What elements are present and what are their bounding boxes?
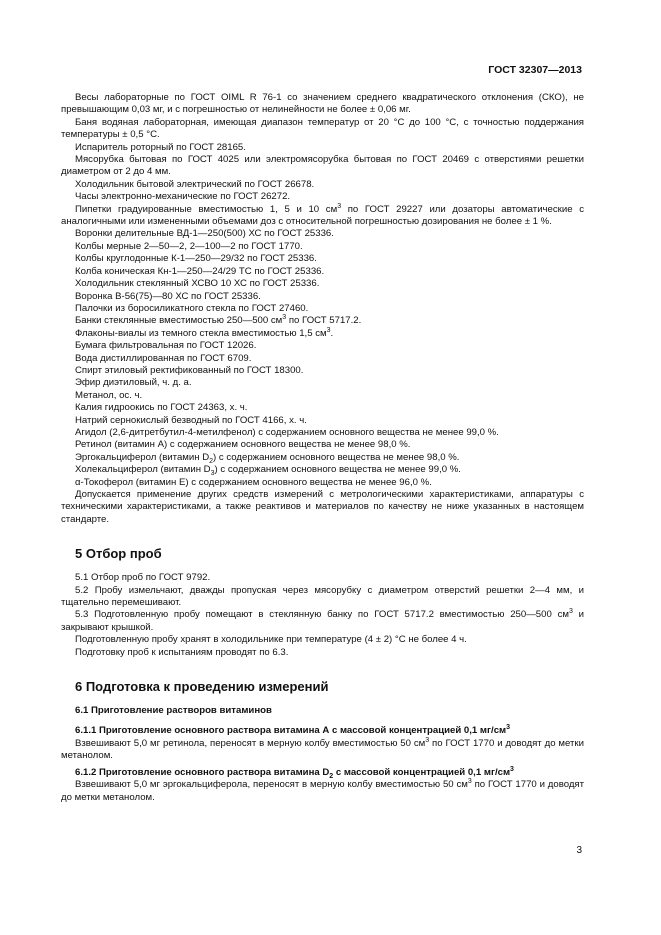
text: Метанол, ос. ч.	[75, 389, 143, 401]
text: с массовой концентрацией 0,1 мг/см	[333, 766, 511, 778]
text: 6.1.2 Приготовление основного раствора витамина D	[75, 766, 330, 778]
text: 6.1.1 Приготовление основного раствора витамина А с массовой концентрацией 0,1 мг/см	[75, 725, 507, 737]
section-6-1-title: 6.1 Приготовление растворов витаминов	[75, 705, 272, 717]
text: Ретинол (витамин А) с содержанием основного вещества не менее 98,0 %.	[75, 439, 411, 451]
equipment-item	[61, 315, 584, 327]
equipment-item	[61, 291, 584, 303]
text: ) с содержанием основного вещества не менее 98,0 %.	[213, 451, 460, 463]
equipment-item	[61, 464, 584, 476]
section-6-title: 6 Подготовка к проведению измерений	[75, 679, 329, 695]
text: 5.1 Отбор проб по ГОСТ 9792.	[75, 572, 211, 584]
text: Допускается применение других средств измерений с метрологическими характеристиками, аппаратуры с техническими характеристиками, а также реактивов и материалов по качеству не ниже указанных в настоящем стандарте.	[61, 489, 584, 525]
text: Холодильник бытовой электрический по ГОСТ 26678.	[75, 178, 315, 190]
page-number: 3	[576, 845, 582, 856]
text: Весы лабораторные по ГОСТ OIML R 76-1 со значением среднего квадратического отклонения (СКО), не превышающим 0,03 мг, и с погрешностью от нелинейности не более ± 0,06 мг.	[61, 92, 584, 116]
equipment-item	[61, 191, 584, 203]
text: Взвешивают 5,0 мг эргокальциферола, переносят в мерную колбу вместимостью 50 см	[75, 779, 468, 791]
text: Подготовку проб к испытаниям проводят по 6.3.	[75, 646, 289, 658]
equipment-item	[61, 415, 584, 427]
subscript: 2	[329, 772, 334, 780]
equipment-item	[61, 477, 584, 489]
superscript: 3	[506, 724, 511, 732]
equipment-item	[61, 142, 584, 154]
section-5-paragraph	[61, 647, 584, 659]
section-6-1-1-title	[61, 725, 584, 737]
equipment-item	[61, 390, 584, 402]
section-5-paragraph	[61, 572, 584, 584]
superscript: 3	[337, 202, 342, 210]
equipment-item	[61, 117, 584, 142]
superscript: 3	[568, 608, 573, 616]
text: ) с содержанием основного вещества не менее 99,0 %.	[214, 464, 461, 476]
text: Испаритель роторный по ГОСТ 28165.	[75, 141, 246, 153]
text: Бумага фильтровальная по ГОСТ 12026.	[75, 340, 257, 352]
section-5-title: 5 Отбор проб	[75, 546, 162, 562]
equipment-item	[61, 427, 584, 439]
text: Холодильник стеклянный ХСВО 10 ХС по ГОСТ 25336.	[75, 278, 320, 290]
equipment-item	[61, 253, 584, 265]
equipment-item	[61, 92, 584, 117]
text: 5.3 Подготовленную пробу помещают в стеклянную банку по ГОСТ 5717.2 вместимостью 250—500 см	[75, 609, 569, 621]
superscript: 3	[425, 736, 430, 744]
text: .	[330, 327, 334, 339]
section-5-paragraph	[61, 585, 584, 610]
text: Эргокальциферол (витамин D	[75, 451, 210, 463]
equipment-item	[61, 204, 584, 229]
text: Калия гидроокись по ГОСТ 24363, х. ч.	[75, 402, 248, 414]
text: Баня водяная лабораторная, имеющая диапазон температур от 20 °С до 100 °С, с точностью поддержания температуры ± 0,5 °С.	[61, 116, 584, 141]
equipment-item	[61, 489, 584, 526]
text: Подготовленную пробу хранят в холодильнике при температуре (4 ± 2) °С не более 4 ч.	[75, 634, 467, 646]
text: Натрий сернокислый безводный по ГОСТ 4166, х. ч.	[75, 414, 307, 426]
equipment-item	[61, 303, 584, 315]
equipment-item	[61, 439, 584, 451]
text: Палочки из боросиликатного стекла по ГОСТ 27460.	[75, 302, 309, 314]
section-5-body	[61, 572, 584, 659]
section-6-1-1-text	[61, 738, 584, 763]
equipment-item	[61, 266, 584, 278]
equipment-item	[61, 328, 584, 340]
text: Холекальциферол (витамин D	[75, 464, 211, 476]
text: и закрывают крышкой.	[61, 609, 584, 633]
section-6-1-2-title	[61, 767, 584, 779]
text: Эфир диэтиловый, ч. д. а.	[75, 377, 192, 389]
text: Часы электронно-механические по ГОСТ 26272.	[75, 191, 291, 203]
text: Колбы круглодонные К-1—250—29/32 по ГОСТ 25336.	[75, 253, 317, 265]
text: Спирт этиловый ректификованный по ГОСТ 18300.	[75, 364, 304, 376]
equipment-item	[61, 340, 584, 352]
equipment-item	[61, 228, 584, 240]
section-6-1-2-text	[61, 779, 584, 804]
equipment-item	[61, 353, 584, 365]
text: Мясорубка бытовая по ГОСТ 4025 или электромясорубка бытовая по ГОСТ 20469 с отверстиями решетки диаметром от 2 до 4 мм.	[61, 154, 584, 178]
equipment-list	[61, 92, 584, 526]
text: Вода дистиллированная по ГОСТ 6709.	[75, 352, 252, 364]
text: по ГОСТ 1770 и доводят до метки метанолом.	[61, 779, 585, 803]
equipment-item	[61, 154, 584, 179]
superscript: 3	[510, 765, 514, 773]
text: Флаконы-виалы из темного стекла вместимостью 1,5 см	[75, 327, 327, 339]
text: α-Токоферол (витамин Е) с содержанием основного вещества не менее 96,0 %.	[75, 476, 432, 488]
text: по ГОСТ 29227 или дозаторы автоматические с аналогичными или измененными объемами доз с относительной погрешностью дозирования не более ± 1 %.	[61, 203, 585, 228]
text: Воронка В-56(75)—80 ХС по ГОСТ 25336.	[75, 290, 261, 302]
standard-header: ГОСТ 32307—2013	[488, 64, 582, 76]
subscript: 3	[210, 470, 215, 478]
equipment-item	[61, 365, 584, 377]
section-5-paragraph	[61, 609, 584, 634]
text: Банки стеклянные вместимостью 250—500 см	[75, 315, 283, 327]
text: Колбы мерные 2—50—2, 2—100—2 по ГОСТ 1770.	[75, 240, 303, 252]
equipment-item	[61, 241, 584, 253]
equipment-item	[61, 452, 584, 464]
equipment-item	[61, 278, 584, 290]
superscript: 3	[326, 326, 331, 334]
section-5-paragraph	[61, 634, 584, 646]
equipment-item	[61, 377, 584, 389]
text: Пипетки градуированные вместимостью 1, 5 и 10 см	[75, 203, 338, 215]
superscript: 3	[282, 314, 287, 322]
text: по ГОСТ 1770 и доводят до метки метанолом.	[61, 737, 584, 762]
text: 5.2 Пробу измельчают, дважды пропуская через мясорубку с диаметром отверстий решетки 2—4 мм, и тщательно перемешивают.	[61, 584, 584, 609]
document-body	[61, 92, 584, 804]
text: Колба коническая Кн-1—250—24/29 ТС по ГОСТ 25336.	[75, 265, 325, 277]
superscript: 3	[467, 777, 472, 785]
equipment-item	[61, 179, 584, 191]
text: Взвешивают 5,0 мг ретинола, переносят в мерную колбу вместимостью 50 см	[75, 737, 426, 749]
text: Агидол (2,6-дитретбутил-4-метилфенол) с содержанием основного вещества не менее 99,0 %.	[75, 426, 499, 438]
subscript: 2	[209, 457, 214, 465]
equipment-item	[61, 402, 584, 414]
text: Воронки делительные ВД-1—250(500) ХС по ГОСТ 25336.	[75, 228, 334, 240]
text: по ГОСТ 5717.2.	[286, 315, 362, 327]
